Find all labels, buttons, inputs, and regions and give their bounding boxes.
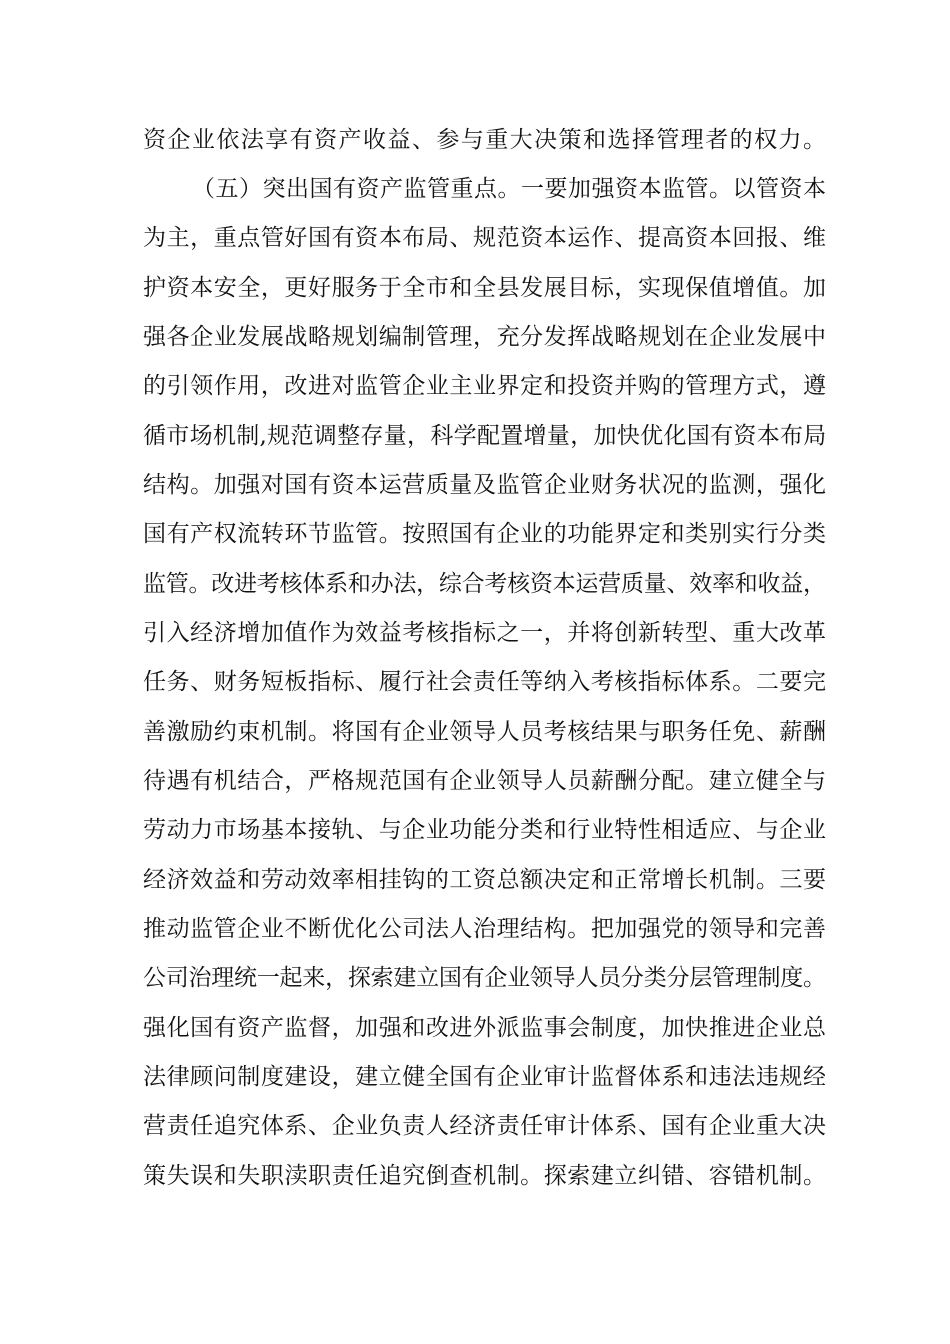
text-line: 监管。改进考核体系和办法，综合考核资本运营质量、效率和收益， bbox=[143, 571, 826, 597]
text-line: 营责任追究体系、企业负责人经济责任审计体系、国有企业重大决 bbox=[143, 1113, 827, 1139]
text-line: 劳动力市场基本接轨、与企业功能分类和行业特性相适应、与企业 bbox=[143, 817, 827, 843]
text-line: 为主，重点管好国有资本布局、规范资本运作、提高资本回报、维 bbox=[143, 225, 827, 251]
text-line: 强各企业发展战略规划编制管理，充分发挥战略规划在企业发展中 bbox=[143, 324, 827, 350]
text-line: 结构。加强对国有资本运营质量及监管企业财务状况的监测，强化 bbox=[143, 472, 827, 498]
text-line: 经济效益和劳动效率相挂钩的工资总额决定和正常增长机制。三要 bbox=[143, 867, 827, 893]
text-line: 任务、财务短板指标、履行社会责任等纳入考核指标体系。二要完 bbox=[143, 669, 827, 695]
text-line: 推动监管企业不断优化公司法人治理结构。把加强党的领导和完善 bbox=[143, 916, 827, 942]
section-heading-line: （五）突出国有资产监管重点。一要加强资本监管。以管资本 bbox=[192, 176, 827, 202]
text-line: 护资本安全，更好服务于全市和全县发展目标，实现保值增值。加 bbox=[143, 275, 827, 301]
text-line: 公司治理统一起来，探索建立国有企业领导人员分类分层管理制度。 bbox=[143, 965, 826, 991]
text-line: 国有产权流转环节监管。按照国有企业的功能界定和类别实行分类 bbox=[143, 521, 827, 547]
text-line: 策失误和失职渎职责任追究倒查机制。探索建立纠错、容错机制。 bbox=[143, 1163, 827, 1189]
text-line: 强化国有资产监督，加强和改进外派监事会制度，加快推进企业总 bbox=[143, 1015, 827, 1041]
text-line: 待遇有机结合，严格规范国有企业领导人员薪酬分配。建立健全与 bbox=[143, 768, 827, 794]
text-line: 引入经济增加值作为效益考核指标之一，并将创新转型、重大改革 bbox=[143, 620, 827, 646]
text-line: 循市场机制,规范调整存量，科学配置增量，加快优化国有资本布局 bbox=[143, 423, 827, 449]
text-line: 法律顾问制度建设，建立健全国有企业审计监督体系和违法违规经 bbox=[143, 1064, 827, 1090]
text-line: 的引领作用，改进对监管企业主业界定和投资并购的管理方式，遵 bbox=[143, 373, 827, 399]
text-line: 善激励约束机制。将国有企业领导人员考核结果与职务任免、薪酬 bbox=[143, 719, 827, 745]
text-line: 资企业依法享有资产收益、参与重大决策和选择管理者的权力。 bbox=[143, 127, 828, 153]
